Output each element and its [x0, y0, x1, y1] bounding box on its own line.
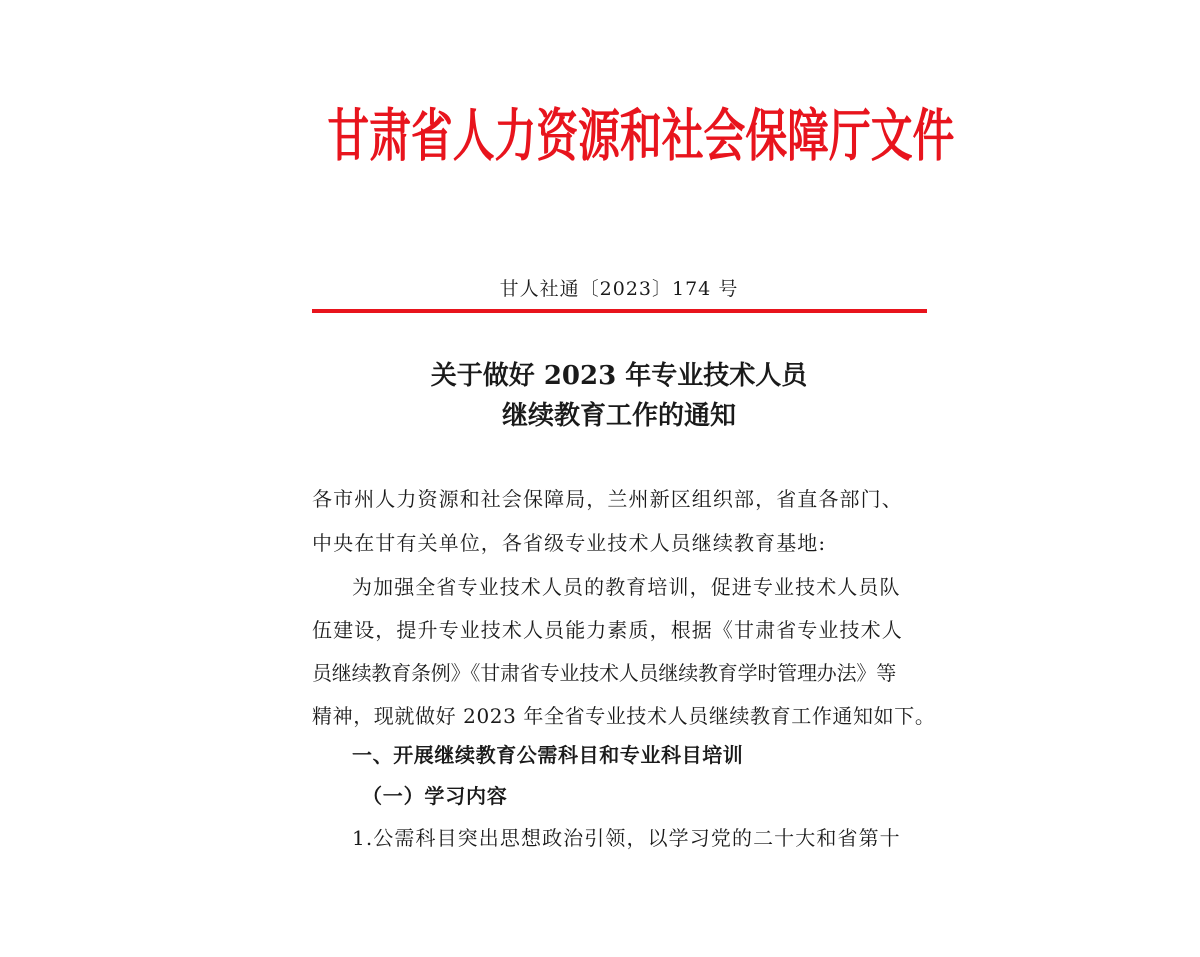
item-1-line: 1.公需科目突出思想政治引领，以学习党的二十大和省第十 [352, 826, 901, 850]
section-heading-1: 一、开展继续教育公需科目和专业科目培训 [352, 743, 744, 767]
document-title-line-1: 关于做好 2023 年专业技术人员 [430, 361, 808, 391]
intro-line-1: 为加强全省专业技术人员的教育培训，促进专业技术人员队 [352, 575, 901, 599]
intro-line-4: 精神，现就做好 2023 年全省专业技术人员继续教育工作通知如下。 [312, 704, 936, 728]
addressee-line-2: 中央在甘有关单位，各省级专业技术人员继续教育基地: [312, 531, 827, 555]
document-title-line-2: 继续教育工作的通知 [501, 401, 736, 431]
addressee-line-1: 各市州人力资源和社会保障局，兰州新区组织部，省直各部门、 [312, 487, 903, 511]
intro-line-2: 伍建设，提升专业技术人员能力素质，根据《甘肃省专业技术人 [312, 618, 903, 642]
issuer-masthead: 甘肃省人力资源和社会保障厅文件 [327, 103, 955, 169]
intro-line-3: 员继续教育条例》《甘肃省专业技术人员继续教育学时管理办法》等 [312, 661, 896, 685]
document-number: 甘人社通〔2023〕174 号 [499, 278, 739, 300]
red-divider-line [312, 309, 927, 313]
subsection-heading-1: （一）学习内容 [362, 784, 508, 808]
